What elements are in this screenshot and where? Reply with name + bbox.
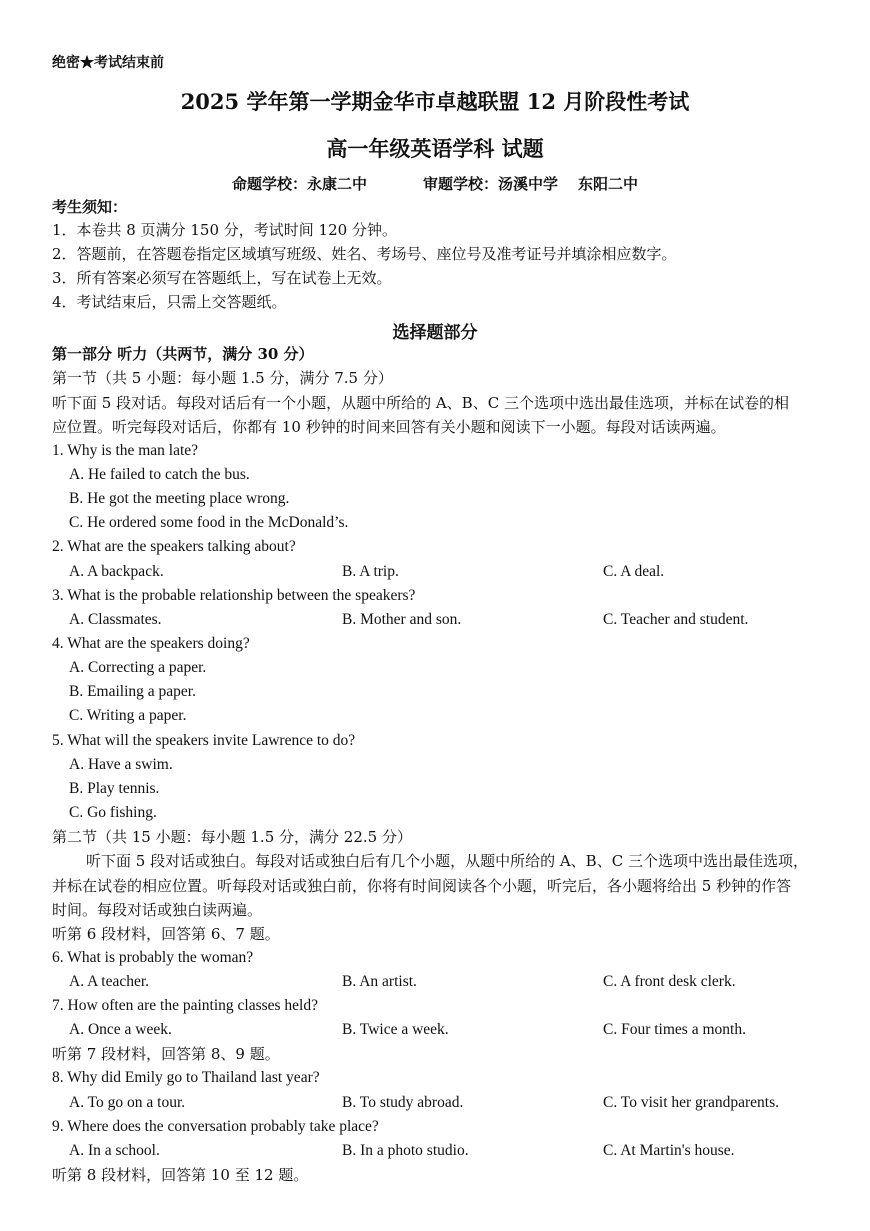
- sec1-instruction: 听下面 5 段对话。每段对话后有一个小题，从题中所给的 A、B、C 三个选项中选出最佳选项，并标在试卷的相: [52, 394, 789, 412]
- q4-option-c: C. Writing a paper.: [69, 707, 187, 724]
- q8-option-a: A. To go on a tour.: [69, 1094, 186, 1111]
- q3-option-b: B. Mother and son.: [342, 611, 462, 628]
- q3-option-a: A. Classmates.: [69, 611, 162, 628]
- notice-item: 1．本卷共 8 页满分 150 分，考试时间 120 分钟。: [52, 221, 397, 239]
- exam-subtitle: 高一年级英语学科 试题: [326, 136, 544, 161]
- q2-option-b: B. A trip.: [342, 563, 399, 580]
- sec2-instruction: 时间。每段对话或独白读两遍。: [52, 901, 263, 919]
- q2-option-a: A. A backpack.: [69, 563, 164, 580]
- question-9: 9. Where does the conversation probably take place?: [52, 1118, 379, 1135]
- q6-option-c: C. A front desk clerk.: [603, 973, 736, 990]
- question-2: 2. What are the speakers talking about?: [52, 538, 296, 555]
- section-title: 选择题部分: [392, 323, 478, 343]
- proposer-school: 命题学校：永康二中: [231, 175, 367, 193]
- question-1: 1. Why is the man late?: [52, 442, 199, 459]
- q5-option-b: B. Play tennis.: [69, 780, 160, 797]
- exam-title: 2025 学年第一学期金华市卓越联盟 12 月阶段性考试: [180, 89, 690, 114]
- q1-option-b: B. He got the meeting place wrong.: [69, 490, 290, 507]
- reviewer-school-2: 东阳二中: [578, 175, 639, 193]
- q1-option-a: A. He failed to catch the bus.: [69, 466, 250, 483]
- q9-option-c: C. At Martin's house.: [603, 1142, 735, 1159]
- q4-option-b: B. Emailing a paper.: [69, 683, 196, 700]
- q9-option-b: B. In a photo studio.: [342, 1142, 469, 1159]
- material-7-label: 听第 7 段材料，回答第 8、9 题。: [52, 1045, 280, 1063]
- notice-heading: 考生须知：: [52, 198, 128, 216]
- q7-option-a: A. Once a week.: [69, 1021, 172, 1038]
- question-6: 6. What is probably the woman?: [52, 949, 254, 966]
- confidential-label: 绝密★考试结束前: [52, 55, 164, 71]
- material-6-label: 听第 6 段材料，回答第 6、7 题。: [52, 925, 280, 943]
- question-4: 4. What are the speakers doing?: [52, 635, 250, 652]
- q4-option-a: A. Correcting a paper.: [69, 659, 207, 676]
- part1-heading: 第一部分 听力（共两节，满分 30 分）: [52, 345, 314, 363]
- question-7: 7. How often are the painting classes held?: [52, 997, 318, 1014]
- q9-option-a: A. In a school.: [69, 1142, 160, 1159]
- notice-item: 2．答题前，在答题卷指定区域填写班级、姓名、考场号、座位号及准考证号并填涂相应数字。: [52, 245, 677, 263]
- material-8-label: 听第 8 段材料，回答第 10 至 12 题。: [52, 1166, 309, 1184]
- sec1-heading: 第一节（共 5 小题：每小题 1.5 分，满分 7.5 分）: [52, 369, 393, 387]
- question-3: 3. What is the probable relationship between the speakers?: [52, 587, 416, 604]
- sec2-instruction: 听下面 5 段对话或独白。每段对话或独白后有几个小题，从题中所给的 A、B、C 三个选项中选出最佳选项，: [86, 852, 808, 870]
- school-credits: [0, 173, 870, 194]
- question-5: 5. What will the speakers invite Lawrence to do?: [52, 732, 356, 749]
- reviewer-school-1: 审题学校：汤溪中学: [422, 175, 558, 193]
- q8-option-b: B. To study abroad.: [342, 1094, 464, 1111]
- sec1-instruction: 应位置。听完每段对话后，你都有 10 秒钟的时间来回答有关小题和阅读下一小题。每段对话读两遍。: [52, 418, 726, 436]
- q3-option-c: C. Teacher and student.: [603, 611, 749, 628]
- q6-option-a: A. A teacher.: [69, 973, 150, 990]
- question-8: 8. Why did Emily go to Thailand last year?: [52, 1069, 320, 1086]
- q5-option-a: A. Have a swim.: [69, 756, 173, 773]
- sec2-heading: 第二节（共 15 小题：每小题 1.5 分，满分 22.5 分）: [52, 828, 412, 846]
- q2-option-c: C. A deal.: [603, 563, 665, 580]
- notice-item: 4．考试结束后，只需上交答题纸。: [52, 293, 287, 311]
- q1-option-c: C. He ordered some food in the McDonald’s.: [69, 514, 349, 531]
- q7-option-c: C. Four times a month.: [603, 1021, 746, 1038]
- q6-option-b: B. An artist.: [342, 973, 417, 990]
- q5-option-c: C. Go fishing.: [69, 804, 157, 821]
- q8-option-c: C. To visit her grandparents.: [603, 1094, 779, 1111]
- sec2-instruction: 并标在试卷的相应位置。听每段对话或独白前，你将有时间阅读各个小题，听完后，各小题将给出 5 秒钟的作答: [52, 877, 792, 895]
- q7-option-b: B. Twice a week.: [342, 1021, 449, 1038]
- notice-item: 3．所有答案必须写在答题纸上，写在试卷上无效。: [52, 269, 392, 287]
